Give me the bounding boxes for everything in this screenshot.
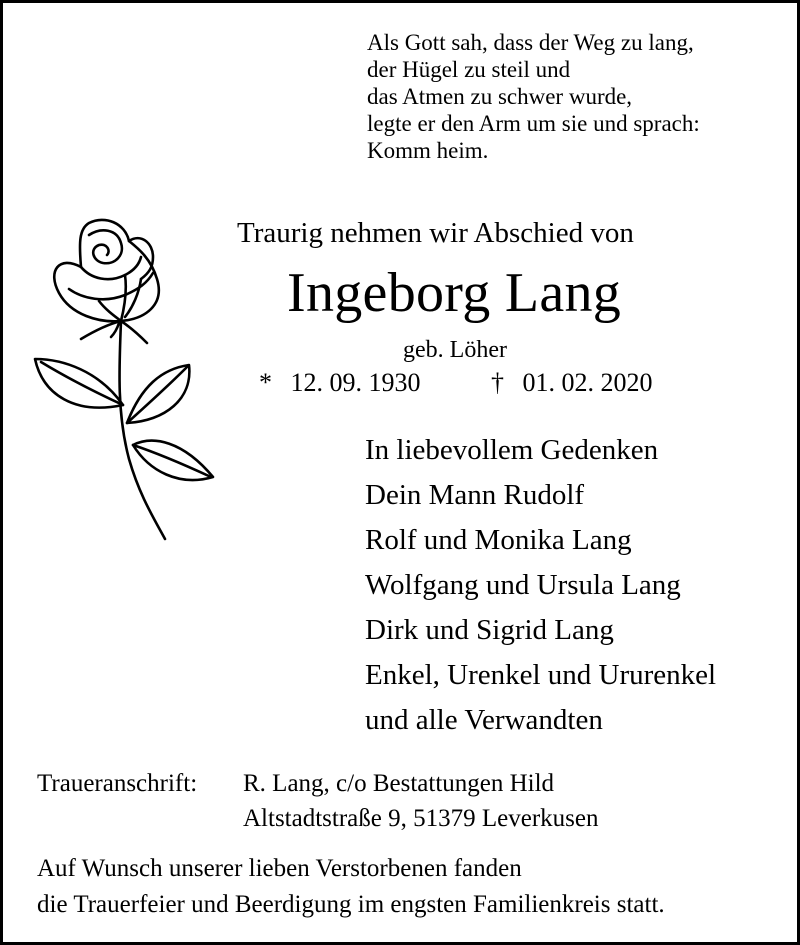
address-label: Traueranschrift: bbox=[37, 770, 198, 797]
deceased-name: Ingeborg Lang bbox=[287, 262, 622, 324]
note-line-1: Auf Wunsch unserer lieben Verstorbenen fanden bbox=[37, 855, 522, 882]
address-line-2: Altstadtstraße 9, 51379 Leverkusen bbox=[243, 805, 599, 832]
birth-star-icon: * bbox=[259, 368, 272, 397]
poem-line: der Hügel zu steil und bbox=[367, 57, 571, 82]
mourners-list bbox=[365, 428, 716, 743]
death-date: 01. 02. 2020 bbox=[522, 368, 653, 397]
death-date-row bbox=[491, 368, 653, 398]
death-cross-icon: † bbox=[491, 368, 504, 397]
birth-date-row bbox=[259, 368, 421, 398]
mourner-line: und alle Verwandten bbox=[365, 704, 603, 736]
mourning-address bbox=[37, 766, 598, 836]
mourner-line: Rolf und Monika Lang bbox=[365, 524, 632, 556]
intro-text: Traurig nehmen wir Abschied von bbox=[237, 217, 634, 249]
address-line-1: R. Lang, c/o Bestattungen Hild bbox=[243, 770, 555, 797]
mourner-line: Dirk und Sigrid Lang bbox=[365, 614, 614, 646]
mourner-line: Dein Mann Rudolf bbox=[365, 479, 585, 511]
mourners-heading: In liebevollem Gedenken bbox=[365, 434, 659, 466]
birth-date: 12. 09. 1930 bbox=[290, 368, 421, 397]
poem-line: das Atmen zu schwer wurde, bbox=[367, 84, 633, 109]
note-line-2: die Trauerfeier und Beerdigung im engsten Familienkreis statt. bbox=[37, 891, 665, 918]
rose-icon bbox=[29, 209, 229, 549]
poem bbox=[367, 29, 700, 164]
mourner-line: Enkel, Urenkel und Ururenkel bbox=[365, 659, 717, 691]
birth-name: geb. Löher bbox=[403, 337, 507, 363]
funeral-note bbox=[37, 851, 665, 923]
poem-line: legte er den Arm um sie und sprach: bbox=[367, 111, 700, 136]
mourner-line: Wolfgang und Ursula Lang bbox=[365, 569, 681, 601]
poem-line: Komm heim. bbox=[367, 138, 489, 163]
poem-line: Als Gott sah, dass der Weg zu lang, bbox=[367, 30, 694, 55]
